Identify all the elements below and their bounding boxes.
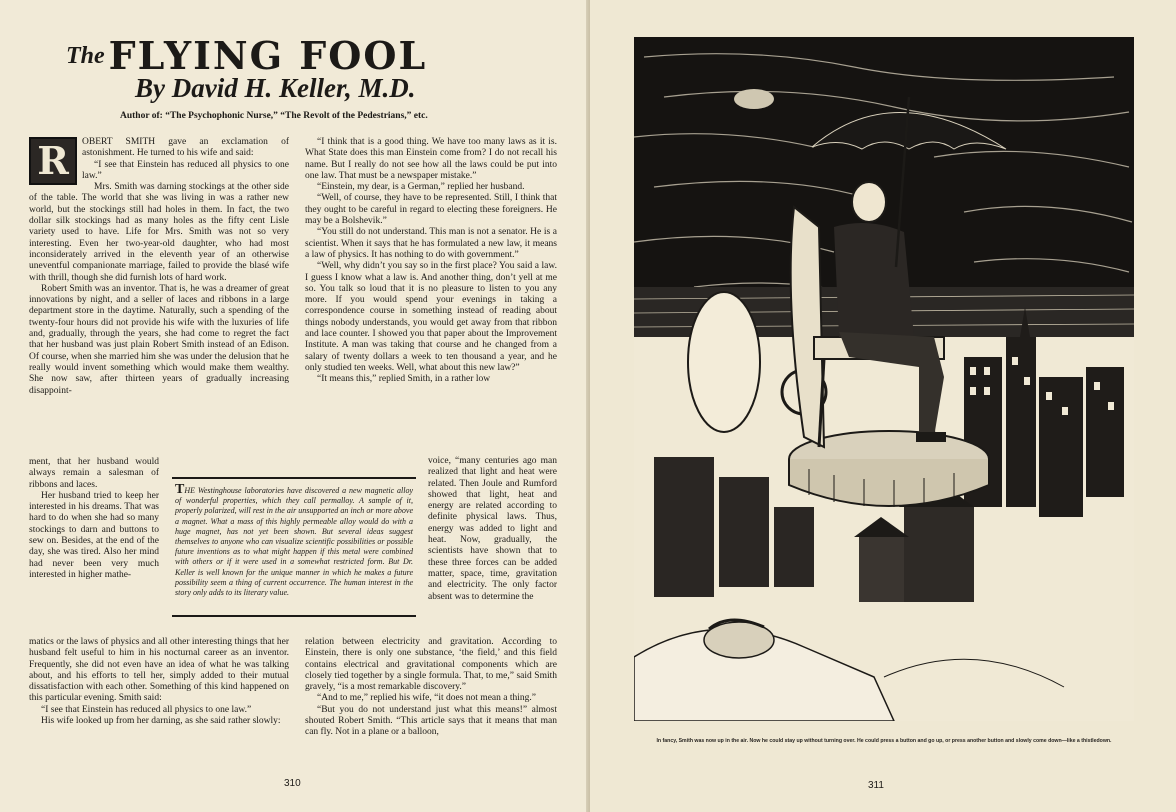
title-main: FLYING FOOL: [108, 33, 428, 78]
editor-note-box: [172, 477, 416, 617]
author-note: Author of: “The Psychophonic Nurse,” “The Revolt of the Pedestrians,” etc.: [120, 111, 428, 121]
page-number-left: 310: [284, 778, 301, 789]
paragraph: ment, that her husband would always remain a salesman of ribbons and laces.: [29, 457, 159, 490]
page-number-right: 311: [868, 780, 884, 791]
byline: By David H. Keller, M.D.: [135, 73, 416, 103]
illustration-flying-man: [634, 37, 1134, 721]
paragraph: OBERT SMITH gave an exclamation of astonishment. He turned to his wife and said:: [82, 137, 289, 159]
paragraph: “But you do not understand just what this means!” almost shouted Robert Smith. “This article says that it means that man can fly. Not in a plane or a balloon,: [305, 704, 557, 738]
column-2-top: [305, 137, 557, 459]
editor-note-cap: T: [175, 482, 185, 497]
illustration-caption: In fancy, Smith was now up in the air. Now he could stay up without turning over. He could press a button and go up, or press another button and slowly come down—like a thistledown.: [656, 738, 1112, 744]
paragraph: Her husband tried to keep her interested in his dreams. That was hard to do when she had so many stockings to darn and buttons to sew on. Besides, at the end of the day, she was tired. Also her mind had never been very much interested in higher mathe-: [29, 490, 159, 580]
paragraph: Mrs. Smith was darning stockings at the other side of the table. The world that she was living in was a rather new world, but the stockings still had holes in them. In fact, the two dollar silk stockings had as many holes as the fifty cent Lisle variety used to have. Life for Mrs. Smith was not so very interesting. Even her two-year-old daughter, who had most inconsiderately arrived in the eleventh year of an otherwise uneventful companionate marriage, failed to provide the blasé wife with thrill, though she did furnish lots of hard work.: [29, 182, 289, 283]
column-2-bottom: [305, 637, 557, 765]
editor-note-text: HE Westinghouse laboratories have discovered a new magnetic alloy of wonderful properties, which they call permalloy. A sample of it, properly polarized, will rest in the air unsupported an inch or more above a magnet. What a mass of this highly permeable alloy would do with a huge magnet, has not yet been shown. But several ideas suggest themselves to anyone who can visualize scientific possibilities or possible future inventions as to what might happen if this metal were combined with others or if it were used in a somewhat restricted form. But Dr. Keller is well known for the unique manner in which he makes a future possibility seem a thing of current occurrence. The human interest in the story only adds to its literary value.: [175, 486, 413, 598]
column-2-middle: [428, 456, 557, 636]
paragraph: “You still do not understand. This man is not a senator. He is a scientist. When it says that he has formulated a new law, it means a law of physics. It has nothing to do with government.”: [305, 227, 557, 260]
paragraph: “Well, why didn’t you say so in the first place? You said a law. I guess I know what a law is. And another thing, don’t yell at me so. You talk so loud that it is no pleasure to listen to you any more. If you would spend your evenings in taking a correspondence course in something instead of reading about things nobody understands, you would get away from that ribbon and lace counter. I showed you that paper about the Improvement Institute. A man was taking that course and he changed from a salary of twenty dollars a week to ten thousand a year, and he only studied ten weeks. Well, what about this new law?”: [305, 261, 557, 373]
sail: [688, 292, 760, 432]
paragraph: matics or the laws of physics and all other interesting things that her husband felt useful to him in his nocturnal career as an inventor. Frequently, she did not even have an idea of what he was talking about, and his efforts to tell her, simply added to their mutual dissatisfaction with each other. Something of this kind happened on this particular evening. Smith said:: [29, 637, 289, 704]
title-the: The: [66, 43, 105, 69]
moon: [734, 89, 774, 109]
paragraph: Robert Smith was an inventor. That is, he was a dreamer of great innovations by night, and a seller of laces and ribbons in a large department store in the daytime. Naturally, such a spending of the twenty-four hours did not provide his wife with the luxuries of life and, gradually, through the years, she had come to regret the fact that her husband was just plain Robert Smith instead of an Edison. Of course, when she married him she was under the delusion that he really would invent something which would make them wealthy. She now saw, after thirteen years of gradually increasing disappoint-: [29, 283, 289, 396]
paragraph: “I see that Einstein has reduced all physics to one law.”: [82, 159, 289, 181]
paragraph: relation between electricity and gravitation. According to Einstein, there is only one substance, ‘the field,’ and this field contains electrical and gravitational components which are closely tied together by a single formula. That, to me,” said Smith gravely, “is a most remarkable discovery.”: [305, 637, 557, 693]
column-1-bottom: [29, 637, 289, 765]
paragraph: “I think that is a good thing. We have too many laws as it is. What State does this man Einstein come from? I do not recall his name. But I really do not see how all the laws could be put into one law. That must be a newspaper mistake.”: [305, 137, 557, 181]
paragraph: “It means this,” replied Smith, in a rather low: [317, 374, 491, 385]
drop-cap: R: [29, 137, 77, 185]
paragraph: “Well, of course, they have to be represented. Still, I think that they ought to be careful in regard to electing these foreigners. He may be a Bolshevik.”: [305, 193, 557, 227]
paragraph: His wife looked up from her darning, as she said rather slowly:: [41, 716, 281, 727]
paragraph: “And to me,” replied his wife, “it does not mean a thing.”: [317, 693, 536, 704]
paragraph: “I see that Einstein has reduced all physics to one law.”: [41, 704, 252, 715]
paragraph: “Einstein, my dear, is a German,” replied her husband.: [317, 182, 525, 193]
story-title: [66, 33, 536, 78]
paragraph: voice, “many centuries ago man realized that light and heat were related. Then Joule and Rumford showed that light, heat and energy are related according to definite physical laws. Thus, energy was added to light and heat. Now, gradually, the scientists have shown that to these three forces can be added matter, space, time, gravitation and electricity. The only factor absent was to determine the: [428, 456, 557, 602]
column-1-middle: [29, 457, 159, 635]
column-1-top: [29, 137, 289, 455]
